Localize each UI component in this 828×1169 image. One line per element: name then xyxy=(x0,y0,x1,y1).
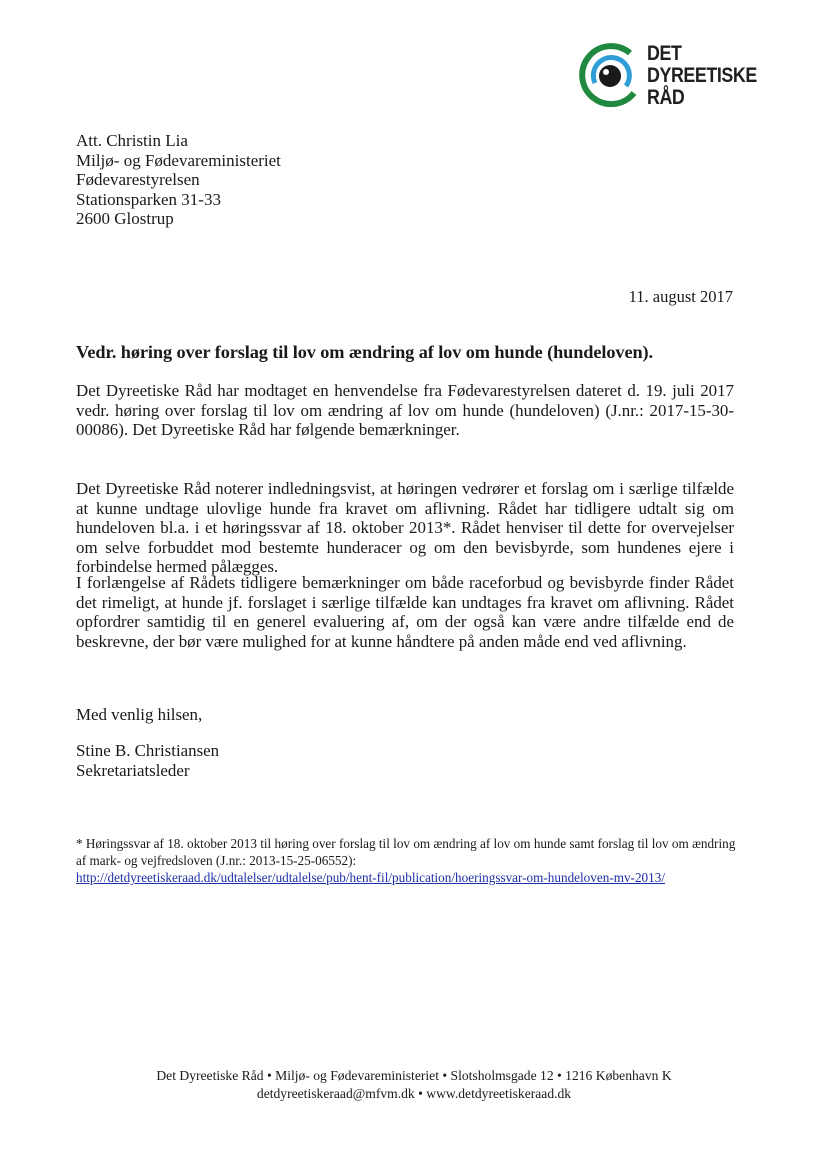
page-footer xyxy=(0,1067,828,1103)
footer-contact: detdyreetiskeraad@mfvm.dk • www.detdyreetiskeraad.dk xyxy=(256,1086,572,1101)
body-paragraph: Det Dyreetiske Råd har modtaget en henvendelse fra Fødevarestyrelsen dateret d. 19. juli 2017 vedr. høring over forslag til lov om ændring af lov om hunde (hundeloven) (J.nr.: 2017-15-30-00086). Det Dyreetiske Råd har følgende bemærkninger. xyxy=(76,381,734,440)
footnote-text: * Høringssvar af 18. oktober 2013 til høring over forslag til lov om ændring af lov om hunde samt forslag til lov om ændring af mark- og vejfredsloven (J.nr.: 2013-15-25-06552): xyxy=(76,836,736,868)
body-paragraph: I forlængelse af Rådets tidligere bemærkninger om både raceforbud og bevisbyrde finder Rådet det rimeligt, at hunde jf. forslaget i særlige tilfælde kan undtages fra kravet om aflivning. Rådet opfordrer samtidig til en generel evaluering af, om der også kan være andre tilfælde end de beskrevne, der bør være mulighed for at kunne håndtere på anden måde end ved aflivning. xyxy=(76,573,734,651)
letter-subject: Vedr. høring over forslag til lov om ændring af lov om hunde (hundeloven). xyxy=(76,342,653,362)
body-paragraph: Det Dyreetiske Råd noterer indledningsvist, at høringen vedrører et forslag om i særlige tilfælde at kunne undtage ulovlige hunde fra kravet om aflivning. Rådet har tidligere udtalt sig om hundeloven bl.a. i et høringssvar af 18. oktober 2013*. Rådet henviser til dette for overvejelser om selve forbuddet mod bestemte hunderacer og om den bevisbyrde, som hundenes ejere i forbindelse hermed pålægges. xyxy=(76,479,734,577)
organization-logo xyxy=(578,42,757,109)
signature-block xyxy=(76,741,219,781)
recipient-address xyxy=(76,131,281,229)
address-line: Att. Christin Lia xyxy=(76,131,188,150)
closing-salutation: Med venlig hilsen, xyxy=(76,705,203,724)
eye-logo-icon xyxy=(578,43,642,107)
footnote-link[interactable]: http://detdyreetiskeraad.dk/udtalelser/udtalelse/pub/hent-fil/publication/hoeringssvar-om-hundeloven-mv-2013/ xyxy=(76,870,665,885)
signer-title: Sekretariatsleder xyxy=(76,761,190,780)
address-line: 2600 Glostrup xyxy=(76,209,174,228)
footer-address: Det Dyreetiske Råd • Miljø- og Fødevareministeriet • Slotsholmsgade 12 • 1216 København K xyxy=(156,1068,672,1083)
footnote xyxy=(76,835,738,886)
letter-date: 11. august 2017 xyxy=(628,287,733,306)
signer-name: Stine B. Christiansen xyxy=(76,741,220,760)
address-line: Miljø- og Fødevareministeriet xyxy=(76,150,281,170)
address-line: Fødevarestyrelsen xyxy=(76,170,200,189)
logo-wordmark xyxy=(647,43,776,109)
address-line: Stationsparken 31-33 xyxy=(76,189,221,209)
logo-line: DET xyxy=(647,42,682,65)
logo-line: DYREETISKE xyxy=(647,64,757,87)
logo-line: RÅD xyxy=(647,86,685,109)
